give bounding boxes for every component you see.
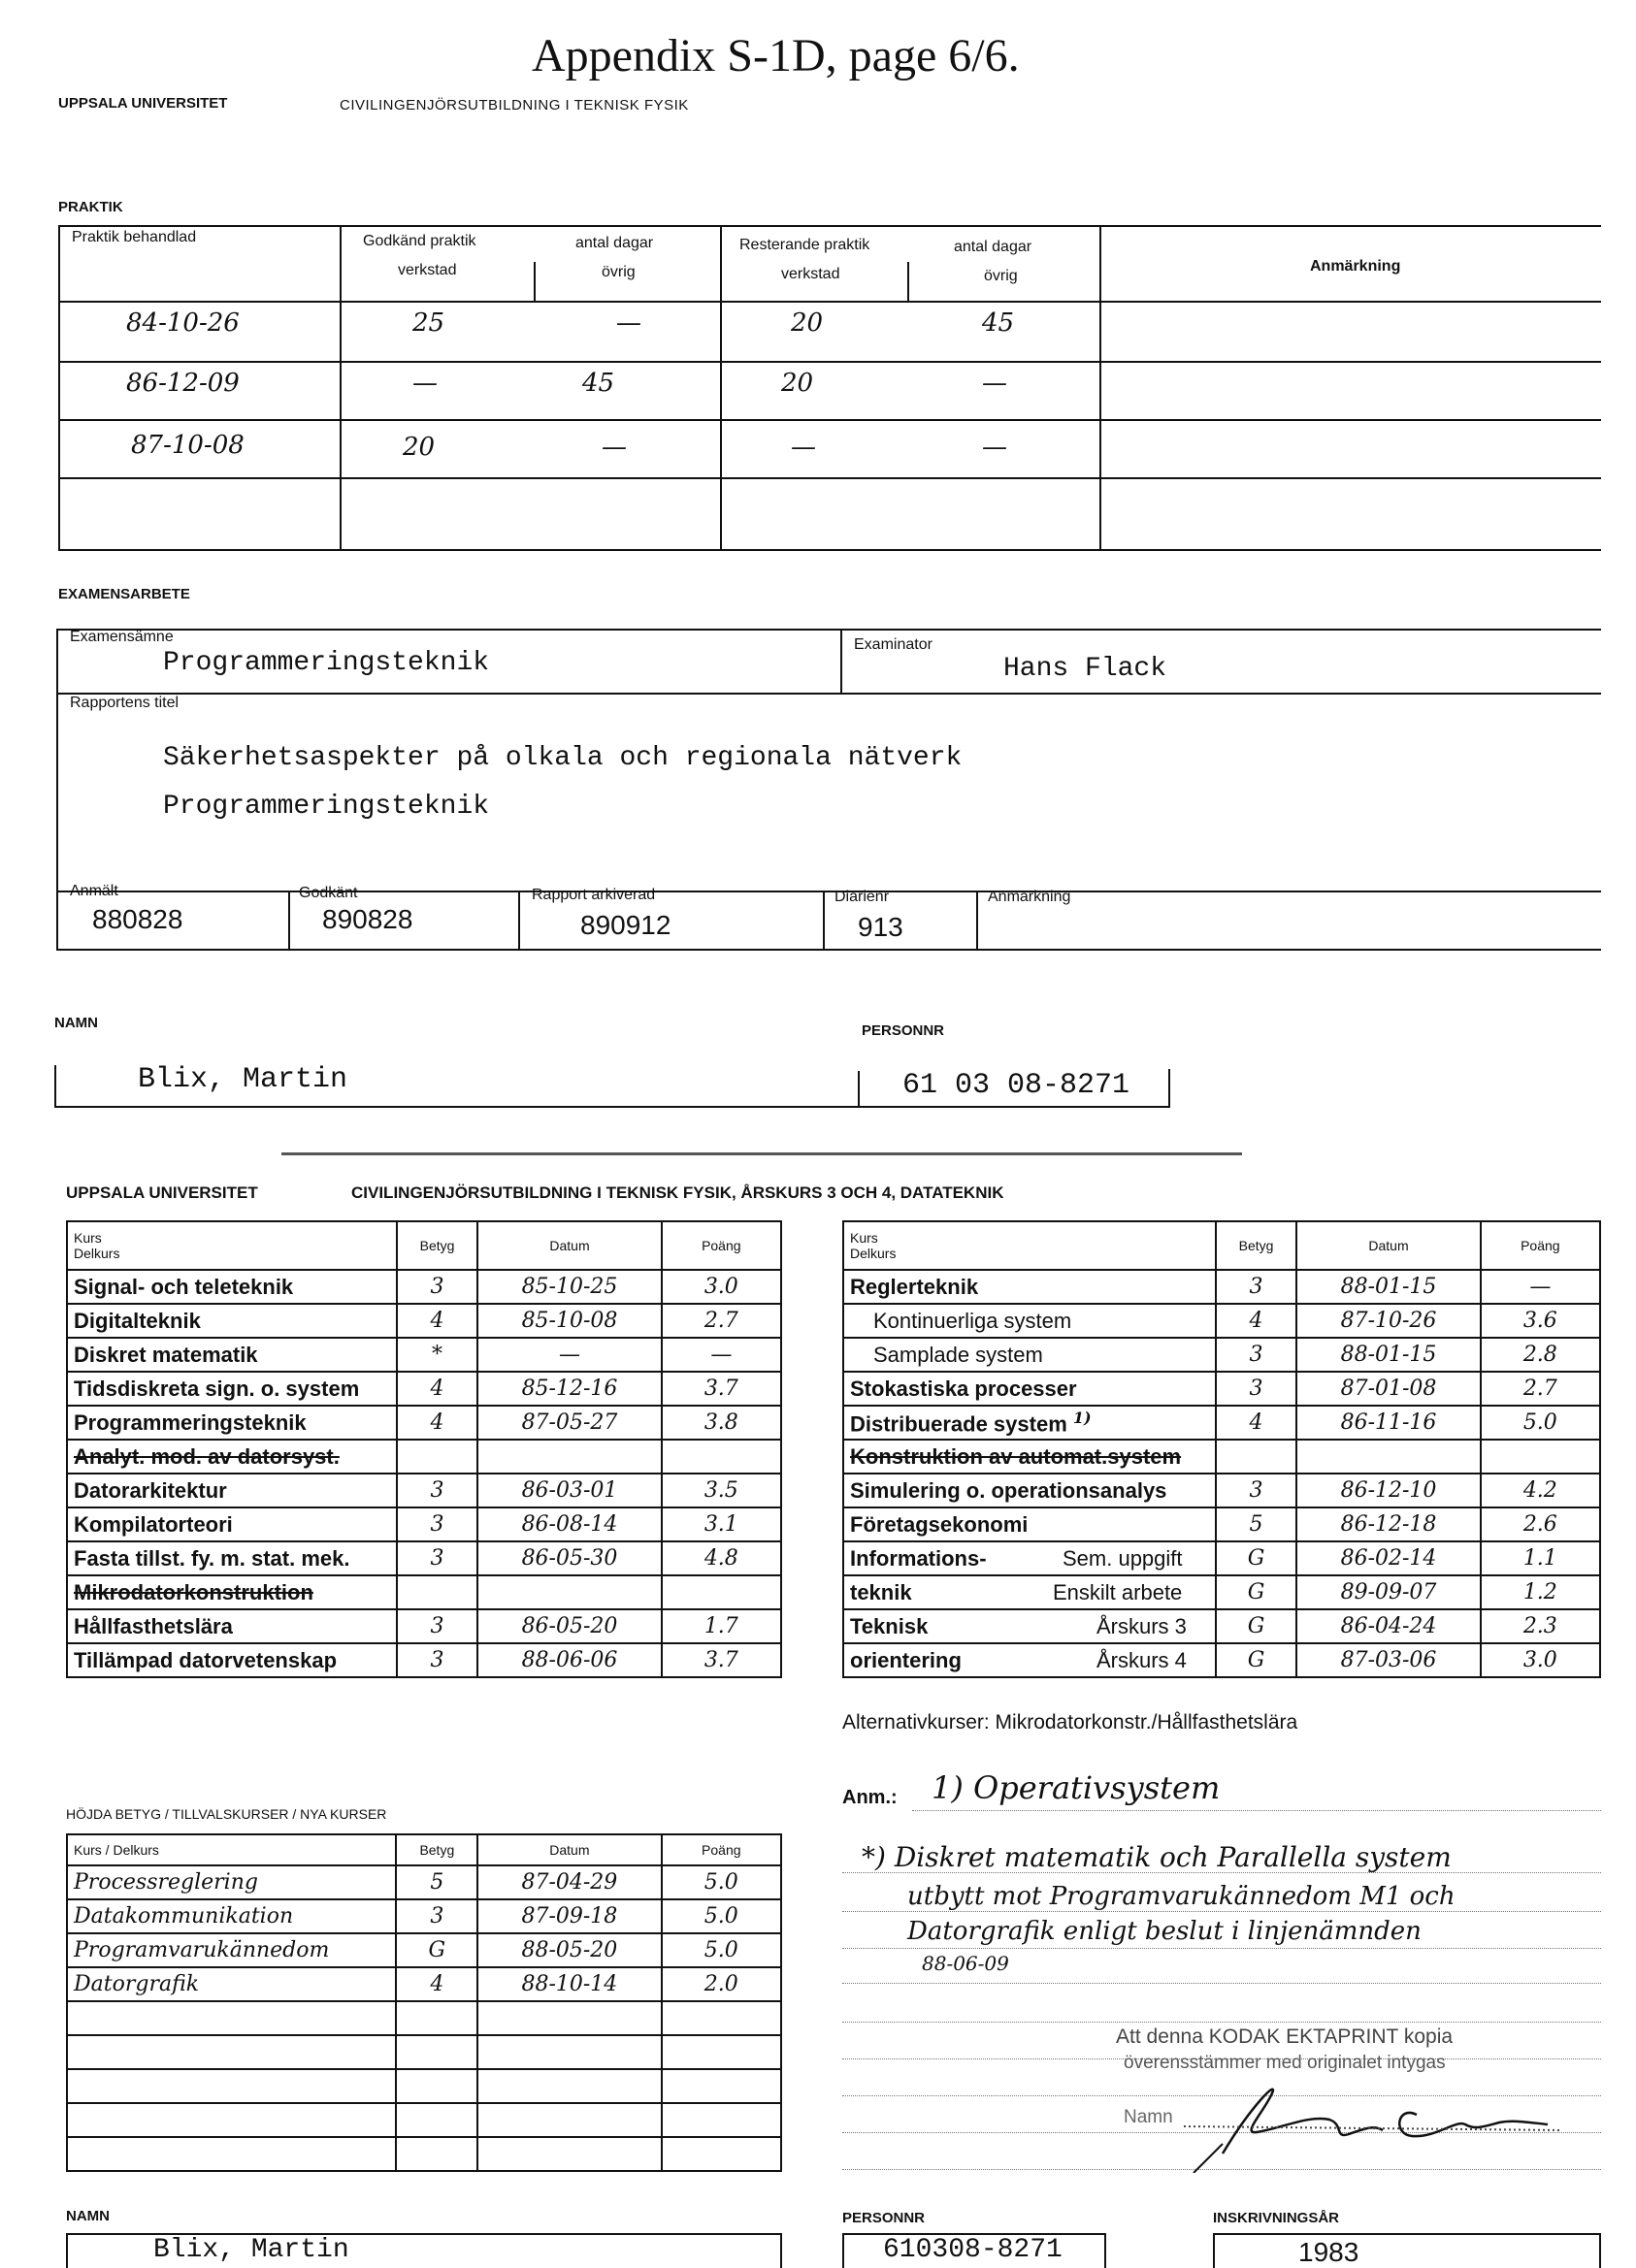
course-poang: 1.2: [1481, 1575, 1600, 1609]
course-name: Digitalteknik: [67, 1304, 397, 1338]
course-datum: —: [477, 1338, 661, 1372]
table-row: [67, 1440, 781, 1474]
datum-header: Datum: [477, 1221, 661, 1270]
praktik-row-1-rv: 20: [791, 308, 824, 338]
course-poang: 5.0: [662, 1865, 781, 1899]
resterande-verkstad-label: verkstad: [781, 266, 840, 282]
course-betyg: 3: [397, 1270, 478, 1304]
course-betyg: 4: [397, 1304, 478, 1338]
rapportens-titel-label: Rapportens titel: [70, 695, 180, 711]
course-betyg: 4: [397, 1372, 478, 1406]
course-datum: 87-05-27: [477, 1406, 661, 1440]
praktik-row-2-ro: —: [982, 369, 1007, 398]
datum-header: Datum: [1296, 1221, 1480, 1270]
course-betyg: G: [1216, 1643, 1297, 1677]
course-datum: 88-05-20: [477, 1933, 661, 1967]
course-name: [843, 1575, 1216, 1609]
course-poang: 5.0: [1481, 1406, 1600, 1440]
course-name: Stokastiska processer: [843, 1372, 1216, 1406]
course-betyg: 4: [396, 1967, 477, 2001]
course-betyg: G: [396, 1933, 477, 1967]
praktik-row-2-gv: —: [412, 369, 438, 398]
godkant-value: 890828: [322, 904, 413, 934]
examinator-value: Hans Flack: [1003, 654, 1167, 684]
course-betyg: *: [397, 1338, 478, 1372]
course-name: Mikrodatorkonstruktion: [67, 1575, 397, 1609]
course-name: [843, 1643, 1216, 1677]
info-sub2: Enskilt arbete: [1053, 1579, 1183, 1604]
course-betyg: 3: [397, 1541, 478, 1575]
footnote-marker: 1): [1072, 1408, 1092, 1427]
praktik-row-3-go: —: [602, 433, 627, 462]
course-name: Simulering o. operationsanalys: [843, 1474, 1216, 1507]
teknisk-sub1: Årskurs 3: [1096, 1613, 1187, 1638]
praktik-row-2-rv: 20: [781, 369, 814, 398]
course-poang: 1.7: [662, 1609, 781, 1643]
course-betyg: 4: [397, 1406, 478, 1440]
course-poang: 4.8: [662, 1541, 781, 1575]
course-betyg: [397, 1440, 478, 1474]
signature-icon: [1164, 2066, 1572, 2173]
course-datum: 86-05-20: [477, 1609, 661, 1643]
table-row: [67, 1304, 781, 1338]
exam-anmarkning-label: Anmärkning: [988, 889, 1071, 905]
resterande-ovrig-label: övrig: [984, 268, 1018, 284]
table-row: [67, 1270, 781, 1304]
table-row: [67, 1406, 781, 1440]
anm-note-1: 1) Operativsystem: [932, 1769, 1221, 1806]
right-course-table: [842, 1220, 1601, 1678]
course-datum: 87-10-26: [1296, 1304, 1480, 1338]
namn-value: Blix, Martin: [138, 1063, 348, 1096]
table-row: [843, 1372, 1600, 1406]
rapportens-titel-line1: Säkerhetsaspekter på olkala och regionala nätverk: [163, 743, 963, 773]
delkurs-label: Delkurs: [74, 1246, 120, 1261]
praktik-row-1-ro: 45: [982, 308, 1015, 338]
course-betyg: 3: [1216, 1338, 1297, 1372]
course-datum: 86-04-24: [1296, 1609, 1480, 1643]
course-poang: 2.0: [662, 1967, 781, 2001]
footer-inskrivningsar-box: [1213, 2233, 1601, 2268]
footer-namn-label: NAMN: [66, 2208, 110, 2224]
course-datum: 86-03-01: [477, 1474, 661, 1507]
course-poang: 3.5: [662, 1474, 781, 1507]
course-poang: —: [1481, 1270, 1600, 1304]
table-row: [843, 1575, 1600, 1609]
table-row: [67, 1899, 781, 1933]
kurs-delkurs-header: Kurs / Delkurs: [67, 1834, 396, 1865]
table-row: [843, 1304, 1600, 1338]
table-row: [843, 1440, 1600, 1474]
course-name: Hållfasthetslära: [67, 1609, 397, 1643]
course-name: [843, 1541, 1216, 1575]
course-poang: [662, 1575, 781, 1609]
course-datum: 85-10-25: [477, 1270, 661, 1304]
table-row: [843, 1507, 1600, 1541]
alternativkurser-note: Alternativkurser: Mikrodatorkonstr./Hållfasthetslära: [842, 1711, 1298, 1733]
table-row: [67, 1372, 781, 1406]
footer-inskrivningsar-label: INSKRIVNINGSÅR: [1213, 2210, 1340, 2226]
table-row: [67, 2137, 781, 2171]
course-datum: 87-04-29: [477, 1865, 661, 1899]
anm-label: Anm.:: [842, 1787, 898, 1808]
course-poang: [662, 1440, 781, 1474]
course-betyg: 4: [1216, 1406, 1297, 1440]
kurs-label: Kurs: [850, 1230, 878, 1246]
course-program-name: CIVILINGENJÖRSUTBILDNING I TEKNISK FYSIK, ÅRSKURS 3 OCH 4, DATATEKNIK: [351, 1183, 1004, 1202]
course-betyg: 4: [1216, 1304, 1297, 1338]
course-datum: 87-03-06: [1296, 1643, 1480, 1677]
table-row: [843, 1338, 1600, 1372]
course-name: Samplade system: [843, 1338, 1216, 1372]
table-row: [67, 1507, 781, 1541]
course-betyg: G: [1216, 1609, 1297, 1643]
anm-note-2d: 88-06-09: [922, 1952, 1009, 1975]
anmalt-value: 880828: [92, 904, 183, 934]
table-row: [67, 1865, 781, 1899]
course-name: Tidsdiskreta sign. o. system: [67, 1372, 397, 1406]
table-row: [67, 1643, 781, 1677]
course-poang: 5.0: [662, 1899, 781, 1933]
praktik-row-1-go: —: [616, 308, 641, 338]
teknisk-sub2: Årskurs 4: [1096, 1647, 1187, 1672]
anm-note-2b: utbytt mot Programvarukännedom M1 och: [907, 1882, 1456, 1911]
course-name: Programmeringsteknik: [67, 1406, 397, 1440]
praktik-title: PRAKTIK: [58, 199, 123, 215]
diarienr-label: Diarienr: [834, 889, 890, 905]
course-name: Processreglering: [67, 1865, 396, 1899]
course-name: Kompilatorteori: [67, 1507, 397, 1541]
table-row: [843, 1541, 1600, 1575]
hojda-betyg-title: HÖJDA BETYG / TILLVALSKURSER / NYA KURSER: [66, 1806, 387, 1822]
course-poang: 3.6: [1481, 1304, 1600, 1338]
course-name: [843, 1609, 1216, 1643]
table-row: [67, 1474, 781, 1507]
course-name: Analyt. mod. av datorsyst.: [67, 1440, 397, 1474]
poang-header: Poäng: [662, 1221, 781, 1270]
course-datum: [1296, 1440, 1480, 1474]
rapportens-titel-line2: Programmeringsteknik: [163, 792, 490, 822]
course-betyg: G: [1216, 1575, 1297, 1609]
footer-personnr-value: 610308-8271: [883, 2235, 1063, 2265]
course-poang: —: [662, 1338, 781, 1372]
course-name: Datorarkitektur: [67, 1474, 397, 1507]
course-betyg: 3: [397, 1507, 478, 1541]
table-row: [843, 1609, 1600, 1643]
poang-header: Poäng: [662, 1834, 781, 1865]
course-betyg: 5: [396, 1865, 477, 1899]
course-datum: [477, 1440, 661, 1474]
course-betyg: 3: [397, 1643, 478, 1677]
kurs-header: [843, 1221, 1216, 1270]
table-row: [67, 1933, 781, 1967]
godkand-praktik-label: Godkänd praktik: [363, 233, 476, 249]
course-betyg: 3: [396, 1899, 477, 1933]
course-poang: 4.2: [1481, 1474, 1600, 1507]
course-datum: 86-11-16: [1296, 1406, 1480, 1440]
course-poang: [1481, 1440, 1600, 1474]
course-betyg: 3: [1216, 1270, 1297, 1304]
course-poang: 3.0: [1481, 1643, 1600, 1677]
datum-header: Datum: [477, 1834, 661, 1865]
course-poang: 2.6: [1481, 1507, 1600, 1541]
footer-personnr-label: PERSONNR: [842, 2210, 926, 2226]
praktik-row-3-rv: —: [791, 433, 816, 462]
praktik-row-3-gv: 20: [403, 433, 436, 462]
course-betyg: [397, 1575, 478, 1609]
certification-stamp-line2: överensstämmer med originalet intygas: [1124, 2053, 1446, 2073]
teknisk-name2: orientering: [850, 1647, 962, 1672]
course-datum: 86-02-14: [1296, 1541, 1480, 1575]
course-datum: 87-09-18: [477, 1899, 661, 1933]
course-university-name: UPPSALA UNIVERSITET: [66, 1183, 258, 1202]
course-poang: 3.1: [662, 1507, 781, 1541]
table-row: [843, 1406, 1600, 1440]
course-datum: 87-01-08: [1296, 1372, 1480, 1406]
anmalt-label: Anmält: [70, 883, 118, 899]
hojda-betyg-table: [66, 1833, 782, 2172]
course-name: Konstruktion av automat.system: [843, 1440, 1216, 1474]
anm-note-2a: *) Diskret matematik och Parallella system: [862, 1841, 1452, 1873]
course-name: Reglerteknik: [843, 1270, 1216, 1304]
table-row: [843, 1270, 1600, 1304]
course-betyg: G: [1216, 1541, 1297, 1575]
betyg-header: Betyg: [1216, 1221, 1297, 1270]
resterande-praktik-label: Resterande praktik: [739, 237, 870, 253]
godkand-ovrig-label: övrig: [602, 264, 636, 280]
course-betyg: 3: [1216, 1474, 1297, 1507]
diarienr-value: 913: [858, 912, 903, 942]
course-poang: 2.3: [1481, 1609, 1600, 1643]
table-row: [67, 2069, 781, 2103]
examensarbete-title: EXAMENSARBETE: [58, 586, 190, 602]
course-name-text: Distribuerade system: [850, 1411, 1067, 1437]
course-datum: 88-06-06: [477, 1643, 661, 1677]
course-datum: 88-01-15: [1296, 1270, 1480, 1304]
examinator-label: Examinator: [854, 636, 933, 653]
betyg-header: Betyg: [397, 1221, 478, 1270]
course-datum: 86-08-14: [477, 1507, 661, 1541]
poang-header: Poäng: [1481, 1221, 1600, 1270]
table-row: [67, 1967, 781, 2001]
course-datum: 85-10-08: [477, 1304, 661, 1338]
course-datum: 85-12-16: [477, 1372, 661, 1406]
course-name: Datakommunikation: [67, 1899, 396, 1933]
course-poang: 3.7: [662, 1372, 781, 1406]
course-datum: [477, 1575, 661, 1609]
course-betyg: 5: [1216, 1507, 1297, 1541]
table-row: [67, 1541, 781, 1575]
anm-note-2c: Datorgrafik enligt beslut i linjenämnden: [907, 1917, 1422, 1946]
godkand-verkstad-label: verkstad: [398, 262, 457, 278]
program-name: CIVILINGENJÖRSUTBILDNING I TEKNISK FYSIK: [340, 97, 689, 113]
table-row: [67, 1575, 781, 1609]
course-betyg: 3: [397, 1474, 478, 1507]
praktik-row-1-date: 84-10-26: [126, 308, 240, 338]
course-poang: 2.7: [1481, 1372, 1600, 1406]
table-row: [67, 1338, 781, 1372]
praktik-row-3-ro: —: [982, 433, 1007, 462]
course-name: Tillämpad datorvetenskap: [67, 1643, 397, 1677]
praktik-row-2-date: 86-12-09: [126, 369, 240, 398]
course-datum: 86-12-18: [1296, 1507, 1480, 1541]
footer-namn-value: Blix, Martin: [153, 2235, 349, 2265]
appendix-title: Appendix S-1D, page 6/6.: [532, 30, 1020, 81]
course-datum: 88-01-15: [1296, 1338, 1480, 1372]
course-poang: 2.7: [662, 1304, 781, 1338]
info-name1: Informations-: [850, 1545, 987, 1571]
personnr-value: 61 03 08-8271: [902, 1069, 1130, 1102]
delkurs-label: Delkurs: [850, 1246, 897, 1261]
godkant-label: Godkänt: [299, 885, 358, 901]
table-row: [67, 2001, 781, 2035]
course-poang: 1.1: [1481, 1541, 1600, 1575]
course-name: Kontinuerliga system: [843, 1304, 1216, 1338]
info-name2: teknik: [850, 1579, 912, 1604]
certification-stamp-name: Namn: [1124, 2107, 1173, 2127]
university-name: UPPSALA UNIVERSITET: [58, 95, 228, 112]
course-datum: 86-05-30: [477, 1541, 661, 1575]
praktik-row-2-go: 45: [582, 369, 615, 398]
examensamne-label: Examensämne: [70, 629, 174, 645]
table-row: [67, 2035, 781, 2069]
course-betyg: [1216, 1440, 1297, 1474]
course-poang: 3.0: [662, 1270, 781, 1304]
course-name: Signal- och teleteknik: [67, 1270, 397, 1304]
namn-label: NAMN: [54, 1015, 98, 1031]
teknisk-name1: Teknisk: [850, 1613, 929, 1638]
rapport-arkiverad-value: 890912: [580, 910, 671, 940]
certification-stamp-line1: Att denna KODAK EKTAPRINT kopia: [1116, 2025, 1454, 2048]
resterande-antal-label: antal dagar: [954, 239, 1032, 255]
table-row: [67, 2103, 781, 2137]
table-row: [843, 1474, 1600, 1507]
footer-namn-box: [66, 2233, 782, 2268]
praktik-behandlad-label: Praktik behandlad: [72, 229, 197, 245]
course-name: Programvarukännedom: [67, 1933, 396, 1967]
examensamne-value: Programmeringsteknik: [163, 648, 490, 678]
course-poang: 3.8: [662, 1406, 781, 1440]
course-name: [843, 1406, 1216, 1440]
course-name: Diskret matematik: [67, 1338, 397, 1372]
praktik-anmarkning-label: Anmärkning: [1310, 258, 1401, 275]
course-poang: 3.7: [662, 1643, 781, 1677]
table-row: [843, 1643, 1600, 1677]
personnr-label: PERSONNR: [862, 1022, 945, 1039]
left-course-table: [66, 1220, 782, 1678]
table-row: [67, 1609, 781, 1643]
kurs-header: [67, 1221, 397, 1270]
kurs-label: Kurs: [74, 1230, 102, 1246]
course-datum: 88-10-14: [477, 1967, 661, 2001]
footer-personnr-box: [842, 2233, 1106, 2268]
betyg-header: Betyg: [396, 1834, 477, 1865]
rapport-arkiverad-label: Rapport arkiverad: [532, 887, 656, 903]
praktik-row-3-date: 87-10-08: [131, 431, 245, 460]
course-poang: 5.0: [662, 1933, 781, 1967]
course-betyg: 3: [1216, 1372, 1297, 1406]
course-datum: 89-09-07: [1296, 1575, 1480, 1609]
course-betyg: 3: [397, 1609, 478, 1643]
course-poang: 2.8: [1481, 1338, 1600, 1372]
course-datum: 86-12-10: [1296, 1474, 1480, 1507]
course-name: Företagsekonomi: [843, 1507, 1216, 1541]
godkand-antal-label: antal dagar: [575, 235, 654, 251]
course-name: Fasta tillst. fy. m. stat. mek.: [67, 1541, 397, 1575]
info-sub1: Sem. uppgift: [1063, 1545, 1183, 1571]
praktik-row-1-gv: 25: [412, 308, 445, 338]
course-name: Datorgrafik: [67, 1967, 396, 2001]
footer-inskrivningsar-value: 1983: [1298, 2237, 1359, 2267]
